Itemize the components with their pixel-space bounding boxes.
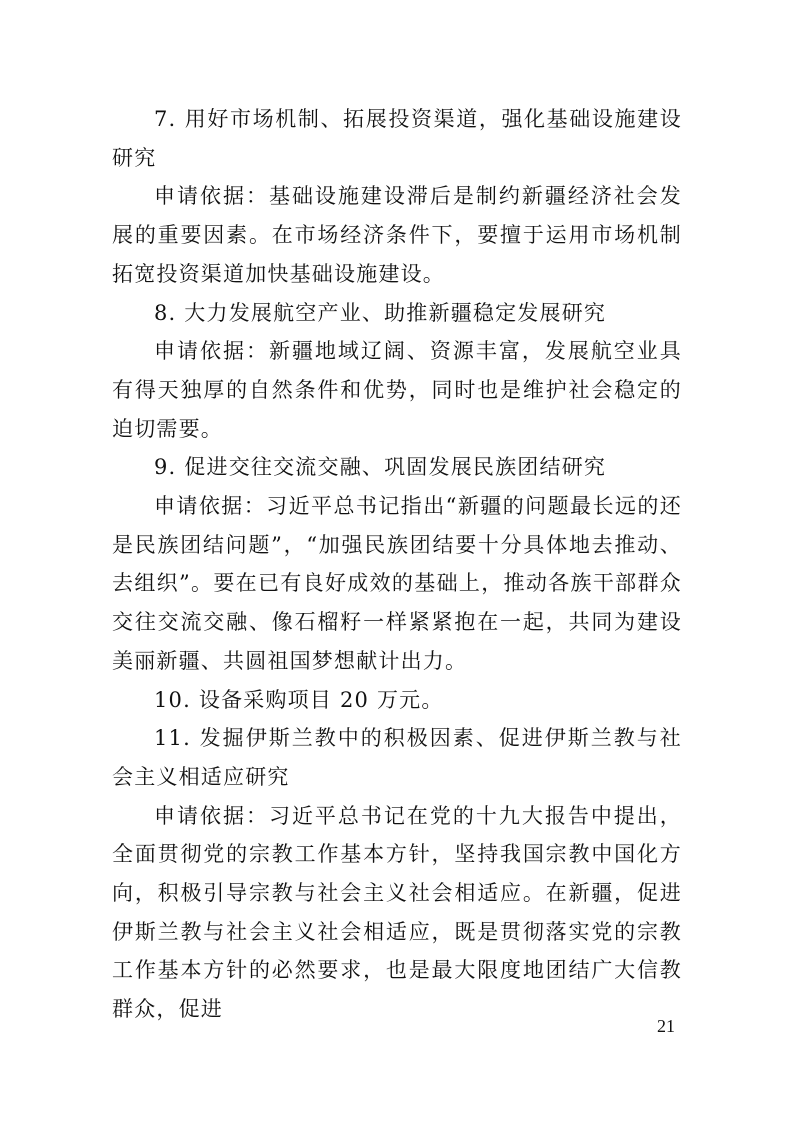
section-basis-9: 申请依据：习近平总书记指出“新疆的问题最长远的还是民族团结问题”，“加强民族团结要十分具体地去推动、去组织”。要在已有良好成效的基础上，推动各族干部群众交往交流交融、像石榴籽一样紧紧抱在一起，共同为建设美丽新疆、共圆祖国梦想献计出力。 [112,494,682,673]
section-heading-9: 9. 促进交往交流交融、巩固发展民族团结研究 [154,455,607,480]
section-basis-11: 申请依据：习近平总书记在党的十九大报告中提出，全面贯彻党的宗教工作基本方针，坚持我国宗教中国化方向，积极引导宗教与社会主义社会相适应。在新疆，促进伊斯兰教与社会主义社会相适应，既是贯彻落实党的宗教工作基本方针的必然要求，也是最大限度地团结广大信教群众，促进 [112,803,682,1022]
section-heading-8: 8. 大力发展航空产业、助推新疆稳定发展研究 [154,300,607,325]
document-body [112,100,682,1029]
page-number: 21 [657,1016,675,1036]
section-basis-8: 申请依据：新疆地域辽阔、资源丰富，发展航空业具有得天独厚的自然条件和优势，同时也是维护社会稳定的迫切需要。 [112,339,682,441]
section-heading-11: 11. 发掘伊斯兰教中的积极因素、促进伊斯兰教与社会主义相适应研究 [112,726,682,789]
section-basis-7: 申请依据：基础设施建设滞后是制约新疆经济社会发展的重要因素。在市场经济条件下，要擅于运用市场机制拓宽投资渠道加快基础设施建设。 [112,184,682,286]
section-heading-7: 7. 用好市场机制、拓展投资渠道，强化基础设施建设研究 [112,107,682,170]
section-heading-10: 10. 设备采购项目 20 万元。 [154,687,444,712]
